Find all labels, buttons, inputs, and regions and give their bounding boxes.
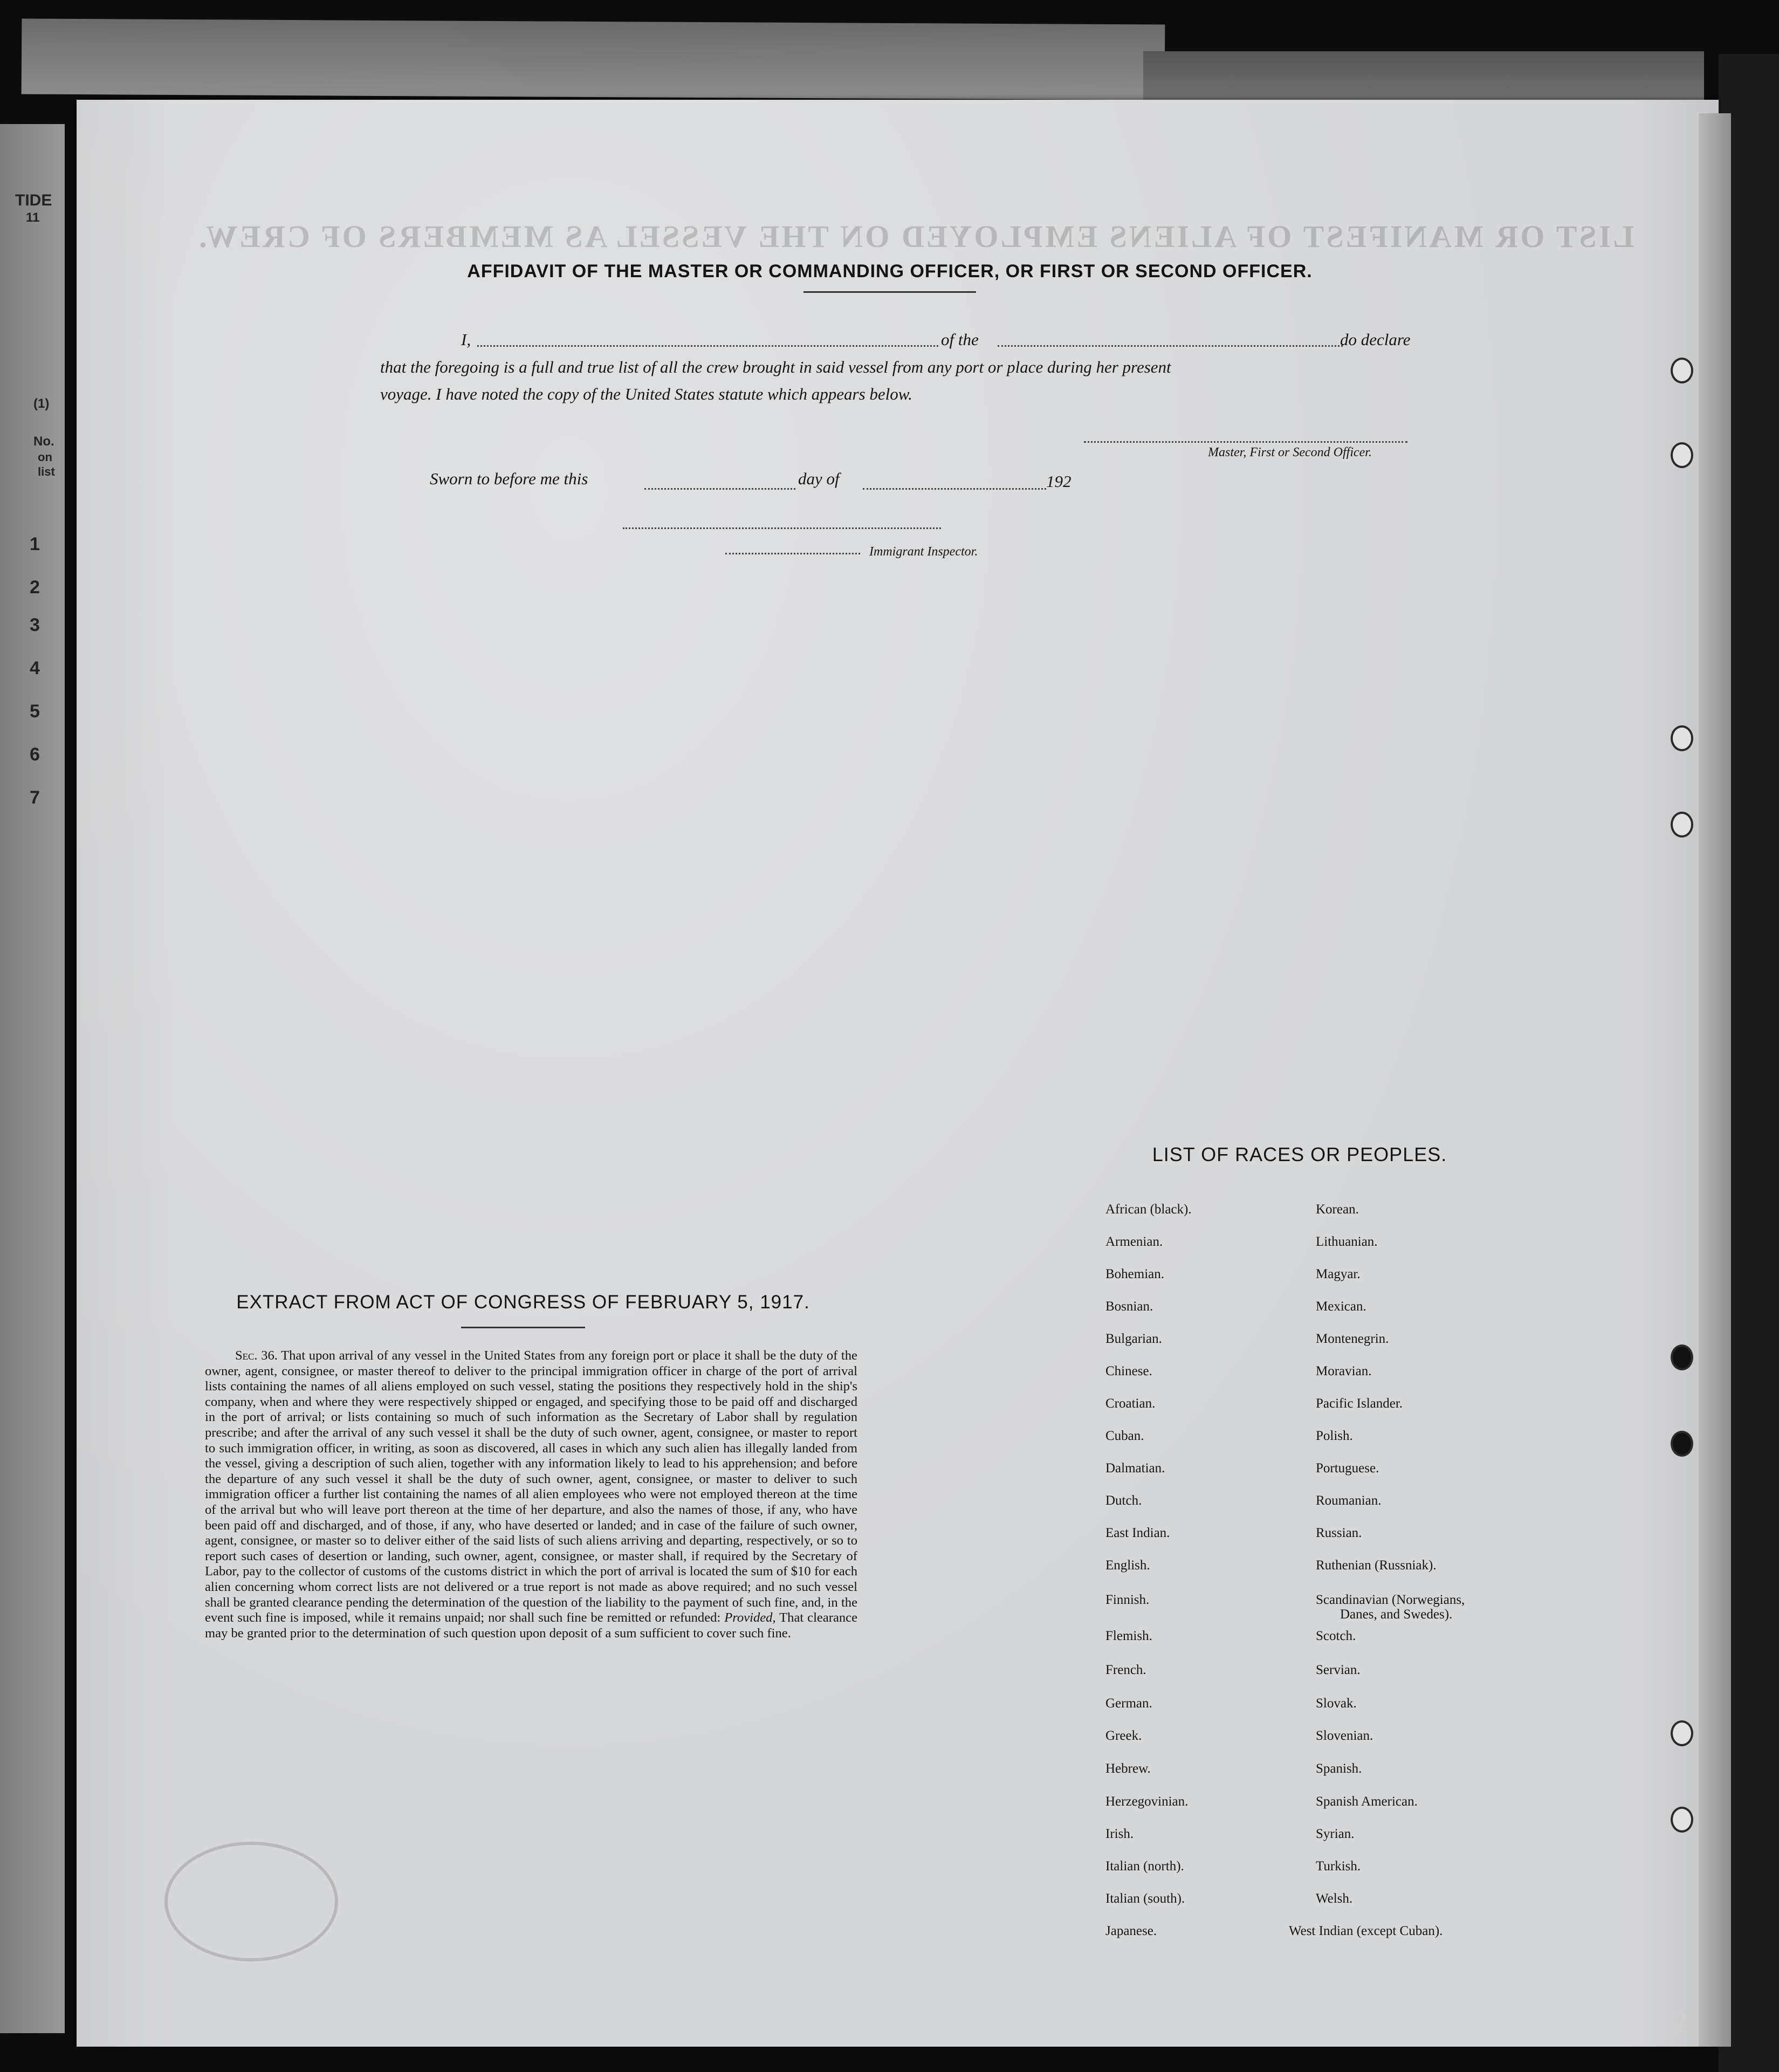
strip-header-num: 11 (26, 210, 40, 225)
race-item: Slovak. (1316, 1696, 1357, 1711)
race-item: Croatian. (1105, 1396, 1156, 1411)
race-item: Roumanian. (1316, 1493, 1382, 1508)
binder-hole (1671, 725, 1693, 751)
extract-title-underline (461, 1327, 585, 1328)
master-label: Master, First or Second Officer. (1208, 445, 1372, 459)
race-item: Syrian. (1316, 1827, 1355, 1841)
inspector-leader-line (725, 553, 860, 554)
race-item: Hebrew. (1105, 1761, 1151, 1776)
strip-row-number: 6 (30, 744, 40, 765)
vessel-blank-line (998, 345, 1343, 347)
race-item-continuation: Danes, and Swedes). (1340, 1607, 1453, 1622)
strip-header: TIDE (15, 191, 52, 209)
race-item: Finnish. (1105, 1593, 1150, 1607)
race-item: East Indian. (1105, 1526, 1170, 1540)
sworn-day-of-label: day of (798, 469, 840, 488)
race-item: African (black). (1105, 1202, 1192, 1217)
race-item: Montenegrin. (1316, 1332, 1389, 1346)
race-item: Magyar. (1316, 1267, 1361, 1281)
race-item: Bulgarian. (1105, 1332, 1162, 1346)
extract-text-end: That clearance may be granted prior to the determination of such question upon deposit of a sum sufficient to cover such fine. (205, 1610, 857, 1641)
affidavit-line-3: voyage. I have noted the copy of the United States statute which appears below. (380, 385, 912, 403)
inspector-label: Immigrant Inspector. (869, 545, 978, 559)
strip-row-number: 1 (30, 534, 40, 554)
right-page-edge (1699, 113, 1731, 2047)
race-item: Polish. (1316, 1429, 1353, 1443)
race-item: Irish. (1105, 1827, 1134, 1841)
race-item: Moravian. (1316, 1364, 1372, 1378)
race-item: English. (1105, 1558, 1150, 1573)
affidavit-i-label: I, (461, 330, 471, 349)
affidavit-do-declare-label: do declare (1340, 330, 1411, 349)
strip-row-number: 5 (30, 701, 40, 722)
race-item: Chinese. (1105, 1364, 1152, 1378)
affidavit-of-the-label: of the (941, 330, 979, 349)
sworn-year: 192 (1046, 472, 1071, 491)
strip-col-label-3: list (38, 465, 55, 478)
bleed-through-heading: LIST OR MANIFEST OF ALIENS EMPLOYED ON THE VESSEL AS MEMBERS OF CREW. (197, 219, 1634, 254)
race-item: Bohemian. (1105, 1267, 1165, 1281)
race-item: Dutch. (1105, 1493, 1142, 1508)
race-item: Bosnian. (1105, 1299, 1153, 1314)
race-item: Dalmatian. (1105, 1461, 1165, 1476)
section-label: Sec. 36. (235, 1348, 278, 1363)
binder-hole (1671, 442, 1693, 468)
race-item: Russian. (1316, 1526, 1362, 1540)
race-item: Spanish. (1316, 1761, 1362, 1776)
race-item: Flemish. (1105, 1629, 1152, 1643)
race-item: Greek. (1105, 1728, 1142, 1743)
strip-row-number: 4 (30, 658, 40, 678)
race-item: Scotch. (1316, 1629, 1356, 1643)
race-item: Spanish American. (1316, 1794, 1418, 1809)
race-item: French. (1105, 1663, 1146, 1677)
master-signature-line (1084, 441, 1407, 443)
underlying-sheet-top (22, 18, 1165, 100)
corner-handwritten-number: 2 (1672, 2004, 1688, 2040)
race-item: Turkish. (1316, 1859, 1361, 1874)
race-item: Korean. (1316, 1202, 1359, 1217)
binder-hole (1671, 1807, 1693, 1833)
race-item: Slovenian. (1316, 1728, 1373, 1743)
strip-row-number: 7 (30, 787, 40, 808)
race-item: Japanese. (1105, 1924, 1157, 1938)
name-blank-line (477, 345, 938, 347)
race-item: Mexican. (1316, 1299, 1366, 1314)
race-item: Italian (north). (1105, 1859, 1184, 1874)
race-item: German. (1105, 1696, 1152, 1711)
affidavit-line-2: that the foregoing is a full and true list of all the crew brought in said vessel from any port or place during her present (380, 358, 1171, 376)
race-item: Italian (south). (1105, 1891, 1185, 1906)
underlying-page-left-strip (0, 124, 65, 2033)
faded-stamp (164, 1842, 338, 1961)
binder-hole (1671, 1720, 1693, 1746)
race-item: West Indian (except Cuban). (1289, 1924, 1443, 1938)
race-item: Lithuanian. (1316, 1234, 1378, 1249)
title-underline (803, 291, 976, 293)
race-item: Armenian. (1105, 1234, 1163, 1249)
binder-hole (1671, 358, 1693, 383)
sworn-prefix: Sworn to before me this (430, 469, 588, 488)
races-title: LIST OF RACES OR PEOPLES. (1152, 1143, 1447, 1165)
race-item: Portuguese. (1316, 1461, 1379, 1476)
inspector-signature-line (623, 527, 941, 529)
sworn-day-blank (644, 488, 795, 490)
strip-row-number: 2 (30, 577, 40, 598)
race-item: Scandinavian (Norwegians, (1316, 1593, 1465, 1607)
race-item: Ruthenian (Russniak). (1316, 1558, 1437, 1573)
provided-term: Provided, (724, 1610, 776, 1625)
strip-col-num: (1) (33, 396, 50, 411)
strip-col-label-1: No. (33, 434, 54, 449)
race-item: Welsh. (1316, 1891, 1353, 1906)
race-item: Servian. (1316, 1663, 1361, 1677)
sworn-month-blank (863, 488, 1046, 490)
binder-hole (1671, 1431, 1693, 1457)
extract-text: That upon arrival of any vessel in the United States from any foreign port or place it shall be the duty of the owner, agent, consignee, or master thereof to deliver to the principal immigration officer in charge of the port of arrival lists containing the names of all aliens employed on such vessel, stating the positions they respectively hold in the ship's company, when and where they were respectively shipped or engaged, and specifying those to be paid off and discharged in the port of arrival; or lists containing so much of such information as the Secretary of Labor shall by regulation prescribe; and after the arrival of any such vessel it shall be the duty of such owner, agent, consignee, or master to report to such immigration officer, in writing, as soon as discovered, all cases in which any such alien has illegally landed from the vessel, giving a description of such alien, together with any information likely to lead to his apprehension; and before the departure of any such vessel it shall be the duty of such owner, agent, consignee, or master to deliver to such immigration officer a further list containing the names of all alien employees who were not employed thereon at the time of the arrival but who will leave port thereon at the time of her departure, and also the names of those, if any, who have been paid off and discharged, and of those, if any, who have deserted or landed; and in case of the failure of such owner, agent, consignee, or master so to deliver either of the said lists of such aliens arriving and departing, respectively, or so to report such cases of desertion or landing, such owner, agent, consignee, or master shall, if required by the Secretary of Labor, pay to the collector of customs of the customs district in which the port of arrival is located the sum of $10 for each alien concerning whom correct lists are not delivered or a true report is not made as above required; and no such vessel shall be granted clearance pending the determination of the question of the liability to the payment of such fine, and, in the event such fine is imposed, while it remains unpaid; nor shall such fine be remitted or refunded: (205, 1348, 857, 1625)
race-item: Herzegovinian. (1105, 1794, 1189, 1809)
strip-col-label-2: on (38, 450, 52, 464)
strip-row-number: 3 (30, 615, 40, 635)
extract-body (205, 1348, 857, 1641)
binder-hole (1671, 812, 1693, 838)
binder-hole (1671, 1344, 1693, 1370)
extract-title: EXTRACT FROM ACT OF CONGRESS OF FEBRUARY 5, 1917. (236, 1292, 810, 1313)
affidavit-title: AFFIDAVIT OF THE MASTER OR COMMANDING OFFICER, OR FIRST OR SECOND OFFICER. (467, 261, 1313, 282)
race-item: Cuban. (1105, 1429, 1144, 1443)
race-item: Pacific Islander. (1316, 1396, 1403, 1411)
